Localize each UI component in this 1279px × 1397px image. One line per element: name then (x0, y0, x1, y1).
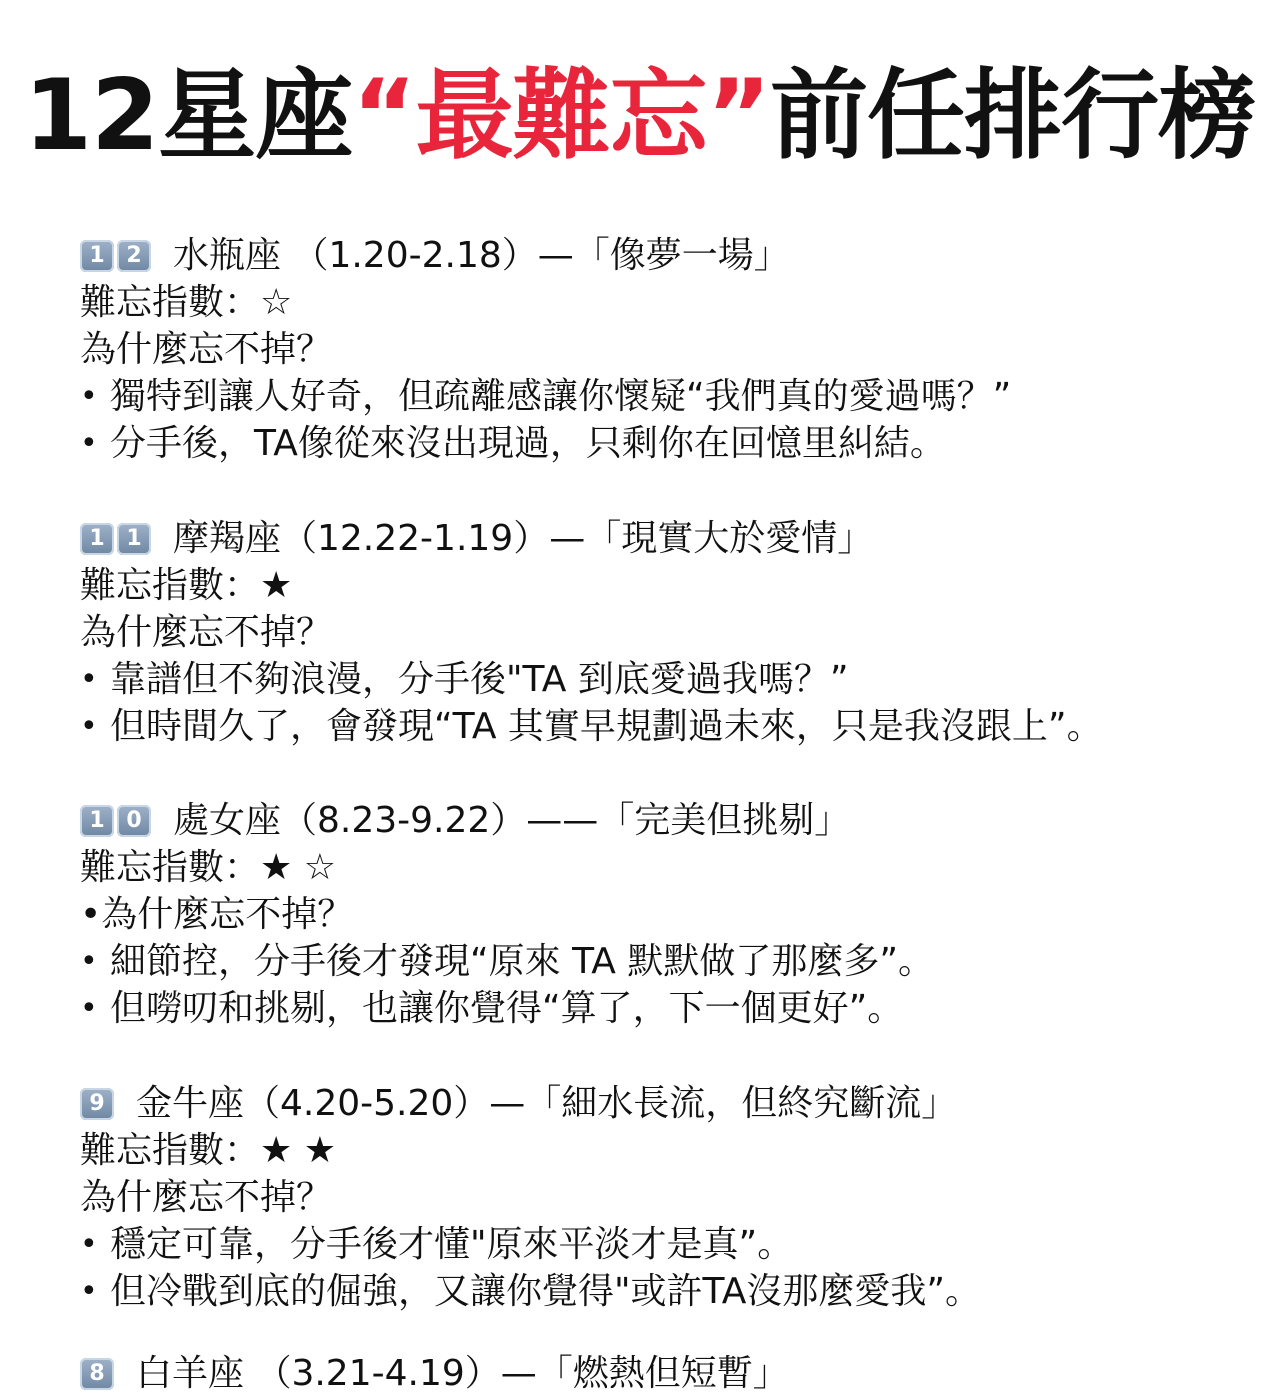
heading-text: 白羊座 （3.21-4.19）—「燃熱但短暫」 (136, 1353, 789, 1394)
heading-text: 摩羯座（12.22-1.19）—「現實大於愛情」 (173, 518, 874, 559)
bullet-point (80, 1268, 1250, 1315)
bullet-point (80, 1221, 1250, 1268)
bullet-point (80, 985, 1250, 1032)
bullet-glyph: • (80, 379, 98, 414)
rank-digit-key: 1 (80, 805, 114, 837)
bullet-glyph: • (80, 1274, 98, 1309)
why-label: 為什麼忘不掉？ (80, 612, 333, 653)
rank-badge (80, 523, 151, 555)
heading-text: 金牛座（4.20-5.20）—「細水長流，但終究斷流」 (136, 1083, 958, 1124)
bullet-glyph: • (80, 1227, 98, 1262)
entry-heading (80, 797, 1250, 844)
bullet-point (80, 420, 1250, 467)
point-text: 細節控，分手後才發現“原來 TA 默默做了那麼多”。 (110, 941, 935, 982)
why-label: •為什麼忘不掉？ (80, 894, 354, 935)
entry-capricorn (80, 515, 1250, 750)
point-text: 獨特到讓人好奇，但疏離感讓你懷疑“我們真的愛過嗎？” (110, 376, 1012, 417)
bullet-point (80, 703, 1250, 750)
point-text: 靠譜但不夠浪漫，分手後"TA 到底愛過我嗎？” (110, 659, 849, 700)
bullet-point (80, 938, 1250, 985)
rank-digit-key: 2 (117, 240, 151, 272)
index-label: 難忘指數：★ (80, 565, 293, 606)
point-text: 穩定可靠，分手後才懂"原來平淡才是真”。 (110, 1224, 794, 1265)
rank-digit-key: 9 (80, 1088, 114, 1120)
title-highlight: “最難忘” (352, 59, 771, 173)
bullet-point (80, 373, 1250, 420)
title-prefix: 12星座 (23, 59, 353, 173)
rank-digit-key: 0 (117, 805, 151, 837)
index-label: 難忘指數：☆ (80, 282, 293, 323)
heading-text: 處女座（8.23-9.22）——「完美但挑剔」 (173, 800, 851, 841)
index-label: 難忘指數：★ ★ (80, 1130, 336, 1171)
rank-digit-key: 1 (117, 523, 151, 555)
rank-badge (80, 240, 151, 272)
rank-badge (80, 1358, 114, 1390)
entry-heading (80, 515, 1250, 562)
heading-text: 水瓶座 （1.20-2.18）—「像夢一場」 (173, 235, 790, 276)
rank-digit-key: 1 (80, 240, 114, 272)
bullet-point (80, 656, 1250, 703)
point-text: 但時間久了，會發現“TA 其實早規劃過未來，只是我沒跟上”。 (110, 706, 1103, 747)
bullet-glyph: • (80, 944, 98, 979)
point-text: 分手後，TA像從來沒出現過，只剩你在回憶里糾結。 (110, 423, 946, 464)
bullet-glyph: • (80, 662, 98, 697)
entry-heading (80, 232, 1250, 279)
rank-badge (80, 805, 151, 837)
title-suffix: 前任排行榜 (770, 59, 1256, 173)
bullet-glyph: • (80, 709, 98, 744)
entry-aquarius (80, 232, 1250, 467)
why-label: 為什麼忘不掉？ (80, 1177, 333, 1218)
entry-taurus (80, 1080, 1250, 1315)
point-text: 但冷戰到底的倔強，又讓你覺得"或許TA沒那麼愛我”。 (110, 1271, 982, 1312)
entry-virgo (80, 797, 1250, 1032)
point-text: 但嘮叨和挑剔，也讓你覺得“算了，下一個更好”。 (110, 988, 904, 1029)
bullet-glyph: • (80, 426, 98, 461)
index-label: 難忘指數：★ ☆ (80, 847, 336, 888)
rank-digit-key: 1 (80, 523, 114, 555)
entry-heading (80, 1350, 1250, 1397)
why-label: 為什麼忘不掉？ (80, 329, 333, 370)
entry-heading (80, 1080, 1250, 1127)
rank-badge (80, 1088, 114, 1120)
page-title (0, 56, 1279, 176)
entry-aries-cutoff (80, 1350, 1250, 1397)
rank-digit-key: 8 (80, 1358, 114, 1390)
bullet-glyph: • (80, 991, 98, 1026)
